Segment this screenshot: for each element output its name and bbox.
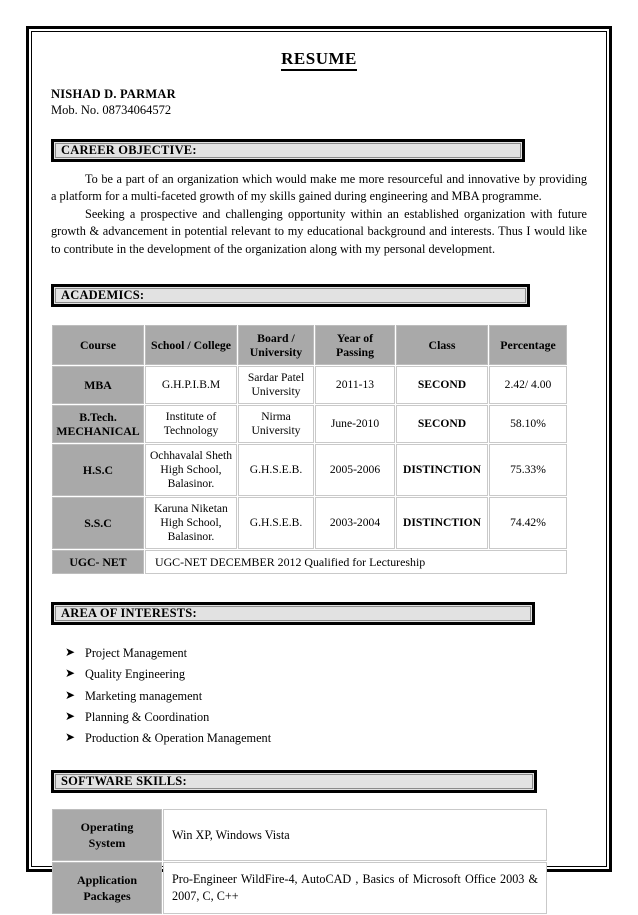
list-item xyxy=(51,710,587,725)
arrow-bullet-icon: ➤ xyxy=(65,687,76,702)
page-title xyxy=(51,49,587,69)
cell-course: S.S.C xyxy=(52,497,144,549)
resume-page xyxy=(29,29,609,903)
cell-skill-label: Application Packages xyxy=(52,862,162,914)
cell-class: DISTINCTION xyxy=(396,444,488,496)
cell-ugc-net-label: UGC- NET xyxy=(52,550,144,574)
section-header-software-skills: SOFTWARE SKILLS: xyxy=(51,770,537,793)
candidate-mobile: Mob. No. 08734064572 xyxy=(51,103,172,117)
area-of-interests-list xyxy=(51,646,587,746)
career-objective-paragraph-2: Seeking a prospective and challenging opportunity within an established organization with future growth & advancement in potential relevant to my educational background and interests. Thus I would like to contribute in the development of the organization along with my personal development. xyxy=(51,206,587,256)
cell-skill-value: Win XP, Windows Vista xyxy=(163,809,547,861)
section-header-academics: ACADEMICS: xyxy=(51,284,530,307)
column-header-school: School / College xyxy=(145,325,237,365)
cell-school: Karuna Niketan High School, Balasinor. xyxy=(145,497,237,549)
cell-ugc-net-detail: UGC-NET DECEMBER 2012 Qualified for Lectureship xyxy=(145,550,567,574)
cell-class: SECOND xyxy=(396,366,488,404)
table-header-row xyxy=(52,325,567,365)
cell-school: Institute of Technology xyxy=(145,405,237,443)
column-header-year: Year of Passing xyxy=(315,325,395,365)
cell-course: H.S.C xyxy=(52,444,144,496)
cell-course: MBA xyxy=(52,366,144,404)
arrow-bullet-icon: ➤ xyxy=(65,666,76,681)
list-item xyxy=(51,646,587,661)
list-item-label: Marketing management xyxy=(85,688,203,703)
cell-board: Sardar Patel University xyxy=(238,366,314,404)
list-item xyxy=(51,667,587,682)
section-header-area-of-interests: AREA OF INTERESTS: xyxy=(51,602,535,625)
page-title-text: RESUME xyxy=(281,49,357,71)
cell-percentage: 75.33% xyxy=(489,444,567,496)
cell-year: 2011-13 xyxy=(315,366,395,404)
table-row xyxy=(52,405,567,443)
candidate-name: NISHAD D. PARMAR xyxy=(51,87,176,101)
table-row-ugc-net xyxy=(52,550,567,574)
column-header-class: Class xyxy=(396,325,488,365)
cell-board: Nirma University xyxy=(238,405,314,443)
software-skills-table xyxy=(51,808,548,915)
section-header-career-objective: CAREER OBJECTIVE: xyxy=(51,139,525,162)
list-item-label: Planning & Coordination xyxy=(85,709,210,724)
cell-board: G.H.S.E.B. xyxy=(238,497,314,549)
arrow-bullet-icon: ➤ xyxy=(65,730,76,745)
cell-year: June-2010 xyxy=(315,405,395,443)
cell-percentage: 58.10% xyxy=(489,405,567,443)
arrow-bullet-icon: ➤ xyxy=(65,708,76,723)
cell-percentage: 74.42% xyxy=(489,497,567,549)
list-item-label: Quality Engineering xyxy=(85,667,186,682)
cell-course: B.Tech. MECHANICAL xyxy=(52,405,144,443)
page-border xyxy=(26,26,612,903)
column-header-course: Course xyxy=(52,325,144,365)
column-header-percentage: Percentage xyxy=(489,325,567,365)
candidate-block xyxy=(51,86,587,118)
cell-school: G.H.P.I.B.M xyxy=(145,366,237,404)
cell-percentage: 2.42/ 4.00 xyxy=(489,366,567,404)
cell-class: DISTINCTION xyxy=(396,497,488,549)
cell-year: 2005-2006 xyxy=(315,444,395,496)
table-row xyxy=(52,497,567,549)
cell-year: 2003-2004 xyxy=(315,497,395,549)
table-row xyxy=(52,809,547,861)
list-item-label: Project Management xyxy=(85,646,188,661)
table-row xyxy=(52,862,547,914)
academics-table xyxy=(51,324,568,575)
list-item-label: Production & Operation Management xyxy=(85,731,272,746)
table-row xyxy=(52,366,567,404)
cell-school: Ochhavalal Sheth High School, Balasinor. xyxy=(145,444,237,496)
list-item xyxy=(51,731,587,746)
arrow-bullet-icon: ➤ xyxy=(65,645,76,660)
career-objective-body xyxy=(51,171,587,258)
column-header-board: Board / University xyxy=(238,325,314,365)
cell-board: G.H.S.E.B. xyxy=(238,444,314,496)
table-row xyxy=(52,444,567,496)
cell-skill-label: Operating System xyxy=(52,809,162,861)
cell-skill-value: Pro-Engineer WildFire-4, AutoCAD , Basics of Microsoft Office 2003 & 2007, C, C++ xyxy=(163,862,547,914)
cell-class: SECOND xyxy=(396,405,488,443)
career-objective-paragraph-1: To be a part of an organization which would make me more resourceful and innovative by providing a platform for a multi-faceted growth of my skills gained during engineering and MBA programme. xyxy=(51,172,587,204)
list-item xyxy=(51,689,587,704)
